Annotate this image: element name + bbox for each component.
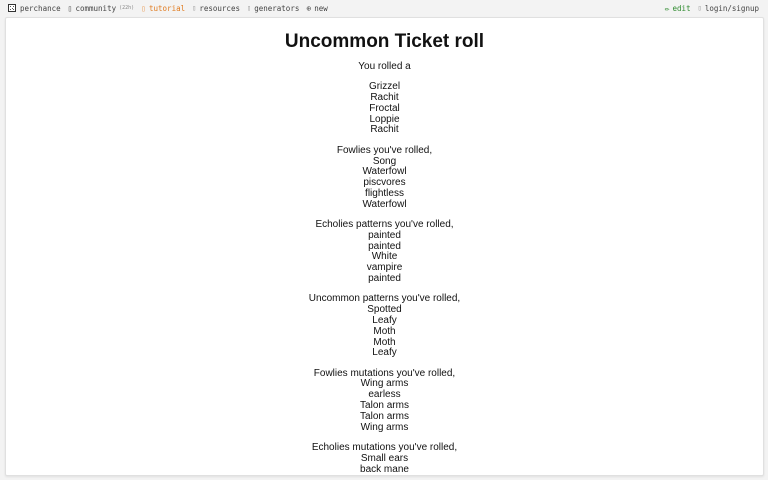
- group-heading: Fowlies mutations you've rolled,: [313, 367, 456, 379]
- list-item: Loppie: [369, 113, 400, 125]
- book-icon: ▯: [141, 3, 146, 13]
- top-nav-bar: [0, 0, 768, 16]
- group-fowlies-mutations: [6, 369, 763, 434]
- nav-community[interactable]: [68, 4, 135, 13]
- output-content: [6, 18, 763, 475]
- list-item: painted: [368, 273, 401, 285]
- pencil-icon: ✏: [664, 3, 670, 13]
- nav-tutorial-label: tutorial: [149, 3, 186, 13]
- group-heading: Echolies patterns you've rolled,: [315, 219, 454, 231]
- list-item: back mane: [360, 463, 409, 475]
- community-badge: (22h): [119, 5, 135, 11]
- list-item: vampire: [366, 262, 403, 274]
- nav-edit[interactable]: [665, 4, 691, 13]
- list-item: White: [371, 251, 398, 263]
- generator-output-panel: [5, 17, 764, 476]
- group-fowlies: [6, 146, 763, 211]
- list-item: Song: [372, 155, 397, 167]
- list-item: Talon arms: [360, 410, 409, 422]
- group-echolies-patterns: [6, 220, 763, 285]
- list-item: Rachit: [370, 124, 399, 136]
- list-item: Wing arms: [360, 421, 409, 433]
- nav-perchance[interactable]: [8, 4, 61, 13]
- list-item: Leafy: [372, 314, 397, 326]
- list-item: earless: [368, 389, 401, 401]
- list-item: Moth: [373, 325, 396, 337]
- group-heading: Echolies mutations you've rolled,: [311, 441, 458, 453]
- chat-icon: ▯: [67, 3, 73, 13]
- nav-login-label: login/signup: [704, 3, 759, 13]
- nav-generators-label: generators: [254, 3, 300, 13]
- plus-circle-icon: ⊕: [306, 3, 312, 13]
- nav-perchance-label: perchance: [20, 3, 61, 13]
- list-item: painted: [368, 240, 401, 252]
- page-title: Uncommon Ticket roll: [284, 31, 485, 52]
- list-item: flightless: [365, 187, 404, 199]
- list-item: Wing arms: [360, 378, 409, 390]
- list-item: Froctal: [369, 102, 400, 114]
- nav-resources[interactable]: [192, 4, 240, 13]
- top-nav-left: [0, 4, 665, 13]
- rolled-list: [6, 82, 763, 136]
- list-item: Waterfowl: [362, 166, 407, 178]
- top-nav-right: [665, 4, 768, 13]
- list-item: Waterfowl: [362, 198, 407, 210]
- list-item: Grizzel: [368, 81, 401, 93]
- list-item: Rachit: [370, 92, 399, 104]
- group-uncommon-patterns: [6, 294, 763, 359]
- nav-community-label: community: [75, 3, 117, 13]
- nav-generators[interactable]: [247, 4, 299, 13]
- list-item: Talon arms: [360, 400, 409, 412]
- grid-icon: ▯: [246, 4, 252, 12]
- folder-icon: ▯: [192, 4, 197, 12]
- nav-new[interactable]: [306, 4, 327, 13]
- dice-icon: [8, 4, 16, 12]
- group-echolies-mutations: [6, 443, 763, 475]
- nav-login[interactable]: [698, 4, 759, 13]
- nav-edit-label: edit: [672, 3, 691, 13]
- list-item: Spotted: [367, 304, 402, 316]
- list-item: piscvores: [363, 177, 406, 189]
- list-item: Moth: [373, 336, 396, 348]
- list-item: Leafy: [372, 347, 397, 359]
- nav-new-label: new: [314, 3, 328, 13]
- list-item: Small ears: [360, 452, 409, 464]
- group-heading: Fowlies you've rolled,: [336, 144, 433, 156]
- intro-text: You rolled a: [358, 61, 411, 72]
- list-item: painted: [368, 229, 401, 241]
- nav-resources-label: resources: [199, 3, 240, 13]
- group-heading: Uncommon patterns you've rolled,: [308, 293, 461, 305]
- nav-tutorial[interactable]: [141, 4, 185, 13]
- user-icon: ▯: [697, 4, 702, 12]
